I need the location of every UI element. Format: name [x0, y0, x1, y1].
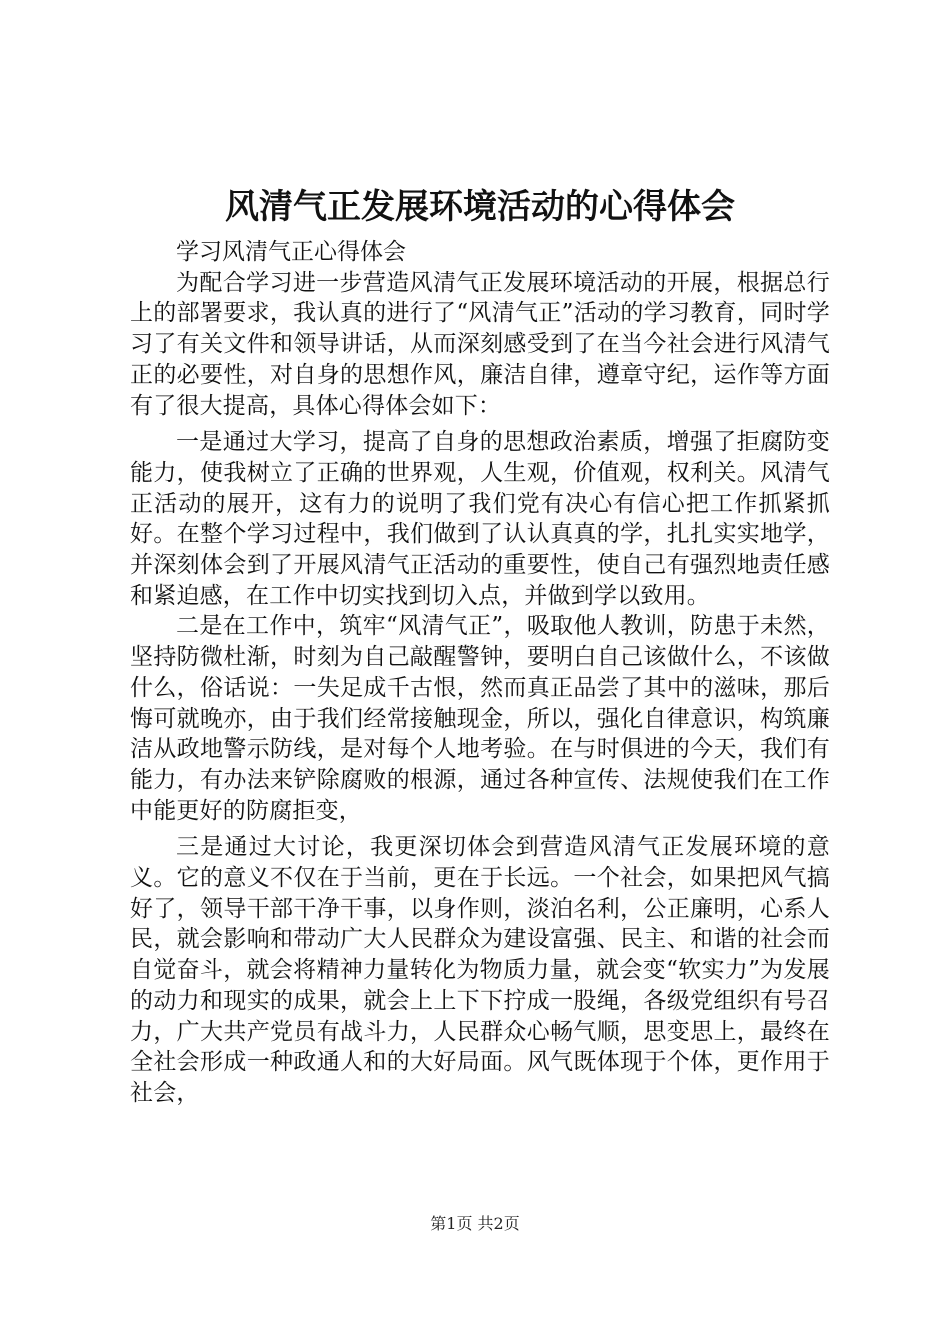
paragraph-point-one: 一是通过大学习，提高了自身的思想政治素质，增强了拒腐防变能力，使我树立了正确的世界观，人生观，价值观，权利关。风清气正活动的展开，这有力的说明了我们党有决心有信心把工作抓紧抓好。在整个学习过程中，我们做到了认认真真的学，扎扎实实地学，并深刻体会到了开展风清气正活动的重要性，使自己有强烈地责任感和紧迫感，在工作中切实找到切入点，并做到学以致用。	[130, 429, 830, 609]
document-body	[130, 237, 830, 1109]
paragraph-intro: 为配合学习进一步营造风清气正发展环境活动的开展，根据总行上的部署要求，我认真的进行了“风清气正”活动的学习教育，同时学习了有关文件和领导讲话，从而深刻感受到了在当今社会进行风清气正的必要性，对自身的思想作风，廉洁自律，遵章守纪，运作等方面有了很大提高，具体心得体会如下：	[130, 269, 830, 419]
paragraph-point-three: 三是通过大讨论，我更深切体会到营造风清气正发展环境的意义。它的意义不仅在于当前，更在于长远。一个社会，如果把风气搞好了，领导干部干净干事，以身作则，淡泊名利，公正廉明，心系人民，就会影响和带动广大人民群众为建设富强、民主、和谐的社会而自觉奋斗，就会将精神力量转化为物质力量，就会变“软实力”为发展的动力和现实的成果，就会上上下下拧成一股绳，各级党组织有号召力，广大共产党员有战斗力，人民群众心畅气顺，思变思上，最终在全社会形成一种政通人和的大好局面。风气既体现于个体，更作用于社会，	[130, 834, 830, 1106]
paragraph-point-two: 二是在工作中，筑牢“风清气正”，吸取他人教训，防患于未然，坚持防微杜渐，时刻为自己敲醒警钟，要明白自己该做什么，不该做什么，俗话说：一失足成千古恨，然而真正品尝了其中的滋味，那后悔可就晚亦，由于我们经常接触现金，所以，强化自律意识，构筑廉洁从政地警示防线，是对每个人地考验。在与时俱进的今天，我们有能力，有办法来铲除腐败的根源，通过各种宣传、法规使我们在工作中能更好的防腐拒变，	[130, 613, 830, 824]
page-number-footer: 第1页 共2页	[430, 1214, 520, 1233]
document-title: 风清气正发展环境活动的心得体会	[225, 187, 735, 227]
document-subtitle: 学习风清气正心得体会	[176, 239, 406, 265]
